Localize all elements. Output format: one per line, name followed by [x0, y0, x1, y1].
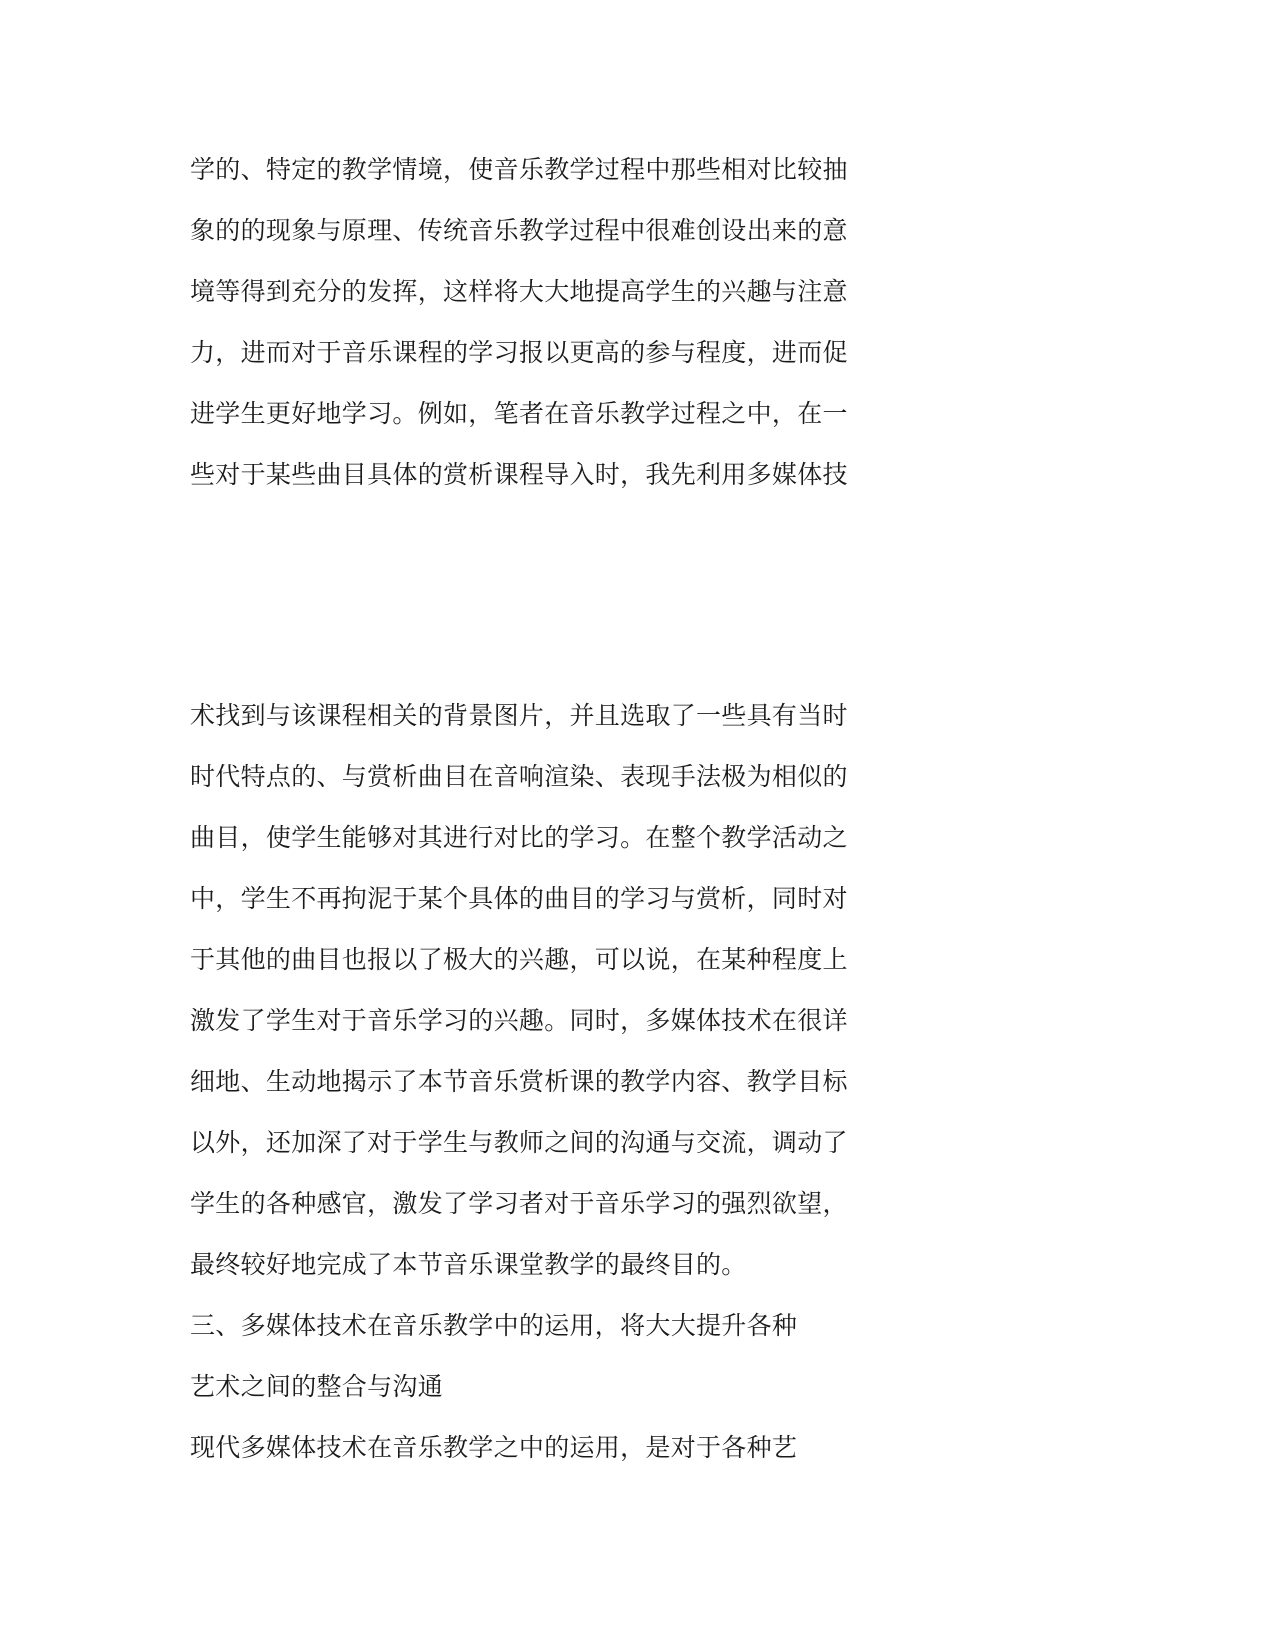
text-line: 学生的各种感官，激发了学习者对于音乐学习的强烈欲望，: [190, 1189, 848, 1218]
text-block-upper: [190, 139, 850, 505]
text-line: 时代特点的、与赏析曲目在音响渲染、表现手法极为相似的: [190, 762, 848, 791]
text-line: 激发了学生对于音乐学习的兴趣。同时，多媒体技术在很详: [190, 1006, 848, 1035]
text-line: 些对于某些曲目具体的赏析课程导入时，我先利用多媒体技: [190, 460, 848, 489]
text-line: 于其他的曲目也报以了极大的兴趣，可以说，在某种程度上: [190, 945, 848, 974]
text-line: 进学生更好地学习。例如，笔者在音乐教学过程之中，在一: [190, 399, 848, 428]
text-line: 中，学生不再拘泥于某个具体的曲目的学习与赏析，同时对: [190, 884, 848, 913]
text-line: 细地、生动地揭示了本节音乐赏析课的教学内容、教学目标: [190, 1067, 848, 1096]
text-line: 术找到与该课程相关的背景图片，并且选取了一些具有当时: [190, 701, 848, 730]
text-line: 现代多媒体技术在音乐教学之中的运用，是对于各种艺: [190, 1433, 798, 1462]
section-heading-line: 艺术之间的整合与沟通: [190, 1372, 444, 1401]
text-line: 曲目，使学生能够对其进行对比的学习。在整个教学活动之: [190, 823, 848, 852]
text-line: 力，进而对于音乐课程的学习报以更高的参与程度，进而促: [190, 338, 848, 367]
text-block-lower: [190, 685, 850, 1478]
text-line: 最终较好地完成了本节音乐课堂教学的最终目的。: [190, 1250, 747, 1279]
section-heading-line: 三、多媒体技术在音乐教学中的运用，将大大提升各种: [190, 1311, 798, 1340]
text-line: 境等得到充分的发挥，这样将大大地提高学生的兴趣与注意: [190, 277, 848, 306]
text-line: 以外，还加深了对于学生与教师之间的沟通与交流，调动了: [190, 1128, 848, 1157]
text-line: 象的的现象与原理、传统音乐教学过程中很难创设出来的意: [190, 216, 848, 245]
text-line: 学的、特定的教学情境，使音乐教学过程中那些相对比较抽: [190, 155, 848, 184]
